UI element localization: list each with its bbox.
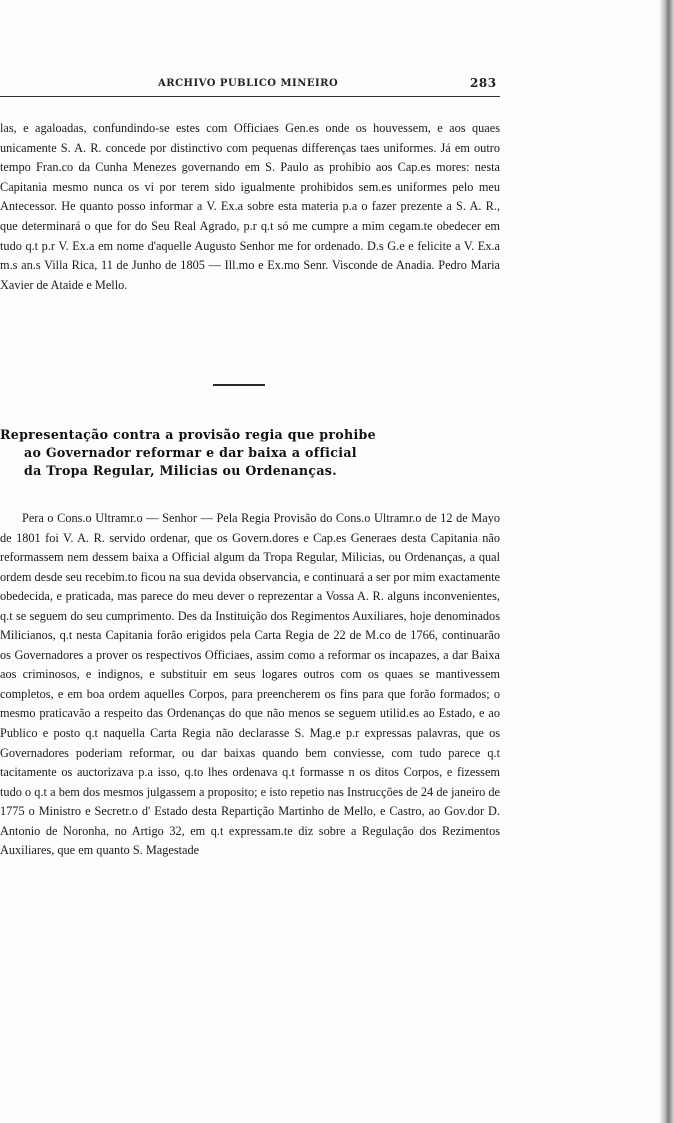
paragraph: Pera o Cons.o Ultramr.o — Senhor — Pela Regia Provisão do Cons.o Ultramr.o de 12 de Mayo de 1801 foi V. A. R. servido ordenar, que os Govern.dores e Cap.es Generaes desta Capitania não reformassem nem dessem baixa a Official algum da Tropa Regular, Milicias, ou Ordenanças, a qual ordem desde seu recebim.to ficou na sua devida observancia, e continuará a ser por mim exactamente obedecida, e praticada, mas parece do meu dever o reprezentar a Vossa A. R. alguns inconvenientes, q.t se seguem do seu cumprimento. Des da Instituição dos Regimentos Auxiliares, hoje denominados Milicianos, q.t nesta Capitania forão erigidos pela Carta Regia de 22 de M.co de 1766, continuarão os Governadores a prover os respectivos Officiaes, assim como a reformar os incapazes, a dar Baixa aos criminosos, e indignos, e substituir em seus logares outros com os quaes se mantivessem completos, e em boa ordem aquelles Corpos, para preencherem os fins para que forão formados; o mesmo praticavão a respeito das Ordenanças do que não menos se seguem utilid.es ao Estado, e ao Publico e posto q.t naquella Carta Regia não declarasse S. Mag.e p.r expressas palavras, que os Governadores poderiam reformar, ou dar baixas quando bem conviesse, com tudo parece q.t tacitamente os auctorizava p.a isso, q.to lhes ordenava q.t formasse n os ditos Corpos, e fizessem tudo o q.t a bem dos mesmos julgassem a proposito; e isto repetio nas Instrucções de 24 de janeiro de 1775 o Ministro e Secretr.o d' Estado desta Repartição Martinho de Mello, e Castro, ao Gov.dor D. Antonio de Noronha, no Artigo 32, em q.t expressam.te diz sobre a Regulação dos Rezimentos Auxiliares, que em quanto S. Magestade (0, 511, 500, 858)
running-title: ARCHIVO PUBLICO MINEIRO (158, 78, 339, 89)
section-separator (213, 384, 265, 386)
representation-text (0, 509, 500, 861)
running-header (0, 78, 500, 94)
letter-closing-text (0, 119, 500, 295)
page-edge-shadow (660, 0, 674, 1123)
section-heading (0, 426, 500, 480)
heading-line: ao Governador reformar e dar baixa a official (24, 445, 357, 460)
heading-line: da Tropa Regular, Milicias ou Ordenanças. (24, 463, 337, 478)
paragraph: las, e agaloadas, confundindo-se estes com Officiaes Gen.es onde os houvessem, e aos quaes unicamente S. A. R. concede por distinctivo com pequenas differenças taes uniformes. Já em outro tempo Fran.co da Cunha Menezes governando em S. Paulo as prohibio aos Cap.es mores: nesta Capitania mesmo nunca os vi por terem sido igualmente prohibidos sem.es uniformes pelo meu Antecessor. He quanto posso informar a V. Ex.a sobre esta materia p.a o fazer prezente a S. A. R., que determinará o que for do Seu Real Agrado, p.r q.t só me cumpre a mim cegam.te obedecer em tudo q.t p.r V. Ex.a em nome d'aquelle Augusto Senhor me for ordenado. D.s G.e e felicite a V. Ex.a m.s an.s Villa Rica, 11 de Junho de 1805 — Ill.mo e Ex.mo Senr. Visconde de Anadia. Pedro Maria Xavier de Ataide e Mello. (0, 121, 500, 292)
page-number: 283 (470, 76, 497, 90)
header-rule (0, 96, 500, 97)
heading-line: Representação contra a provisão regia que prohibe (0, 427, 376, 442)
